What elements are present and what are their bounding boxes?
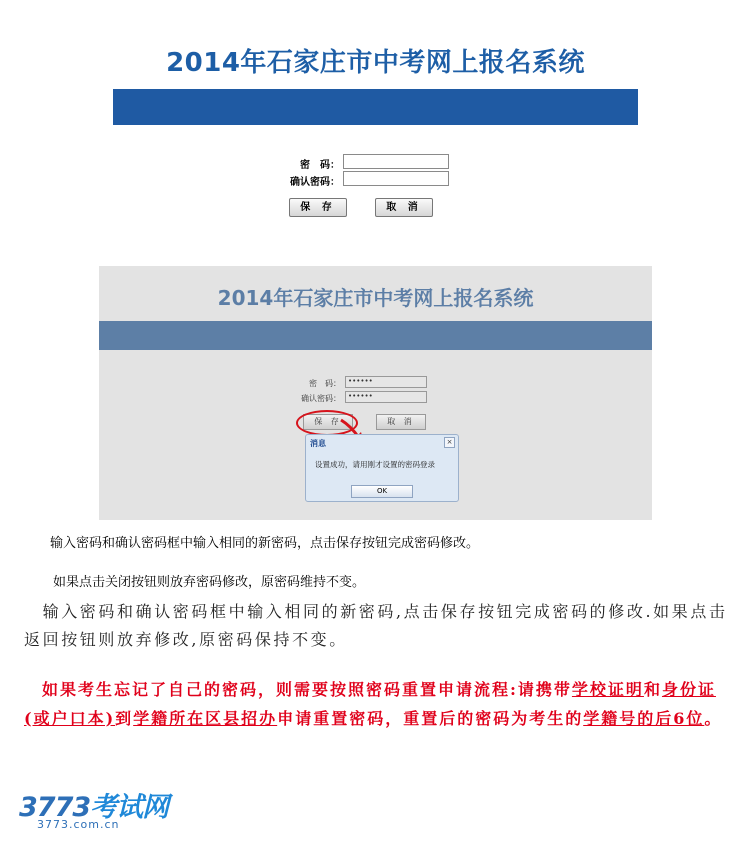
notice-id-card: 身份证(或户口本) — [24, 680, 716, 728]
logo-text: 考试网 — [90, 792, 169, 823]
dialog-message: 设置成功，请用刚才设置的密码登录 — [315, 460, 435, 469]
notice-text: 。 — [704, 709, 723, 728]
save-button[interactable]: 保 存 — [303, 414, 353, 430]
password-label: 密 码： — [309, 379, 341, 388]
confirm-password-input[interactable]: •••••• — [345, 391, 427, 403]
save-button[interactable]: 保 存 — [289, 198, 347, 217]
cancel-button[interactable]: 取 消 — [376, 414, 426, 430]
site-url: 3773.com.cn — [37, 818, 120, 831]
confirm-password-label: 确认密码： — [301, 394, 341, 403]
screenshot-title: 2014年石家庄市中考网上报名系统 — [217, 286, 534, 310]
logo-number: 3773 — [19, 792, 91, 823]
notice-district-office: 学籍所在区县招办 — [133, 709, 278, 728]
notice-text: 和 — [643, 680, 662, 699]
caption-line-1: 输入密码和确认密码框中输入相同的新密码，点击保存按钮完成密码修改。 — [50, 536, 480, 551]
success-screenshot — [99, 266, 652, 520]
notice-school-proof: 学校证明 — [571, 680, 644, 699]
close-icon[interactable]: × — [444, 437, 455, 448]
dialog-title: 消息 — [310, 439, 326, 448]
notice-student-number: 学籍号的后6位 — [583, 709, 705, 728]
notice-text: 到 — [115, 709, 134, 728]
reset-notice — [24, 675, 728, 733]
password-input[interactable]: •••••• — [345, 376, 427, 388]
caption-line-2: 如果点击关闭按钮则放弃密码修改，原密码维持不变。 — [53, 575, 366, 590]
password-input[interactable] — [343, 154, 449, 169]
confirm-password-input[interactable] — [343, 171, 449, 186]
cancel-button[interactable]: 取 消 — [375, 198, 433, 217]
ok-button[interactable]: OK — [351, 485, 413, 498]
instruction-paragraph: 输入密码和确认密码框中输入相同的新密码,点击保存按钮完成密码的修改.如果点击返回按钮则放弃修改,原密码保持不变。 — [24, 602, 728, 649]
notice-text: 申请重置密码，重置后的密码为考生的 — [277, 709, 584, 728]
confirm-password-label: 确认密码： — [290, 177, 340, 188]
header-band — [113, 89, 638, 125]
page-title: 2014年石家庄市中考网上报名系统 — [166, 48, 585, 78]
password-label: 密 码： — [300, 160, 340, 171]
notice-text: 如果考生忘记了自己的密码，则需要按照密码重置申请流程:请携带 — [24, 680, 572, 699]
message-dialog — [305, 434, 459, 502]
screenshot-header-band — [99, 321, 652, 350]
